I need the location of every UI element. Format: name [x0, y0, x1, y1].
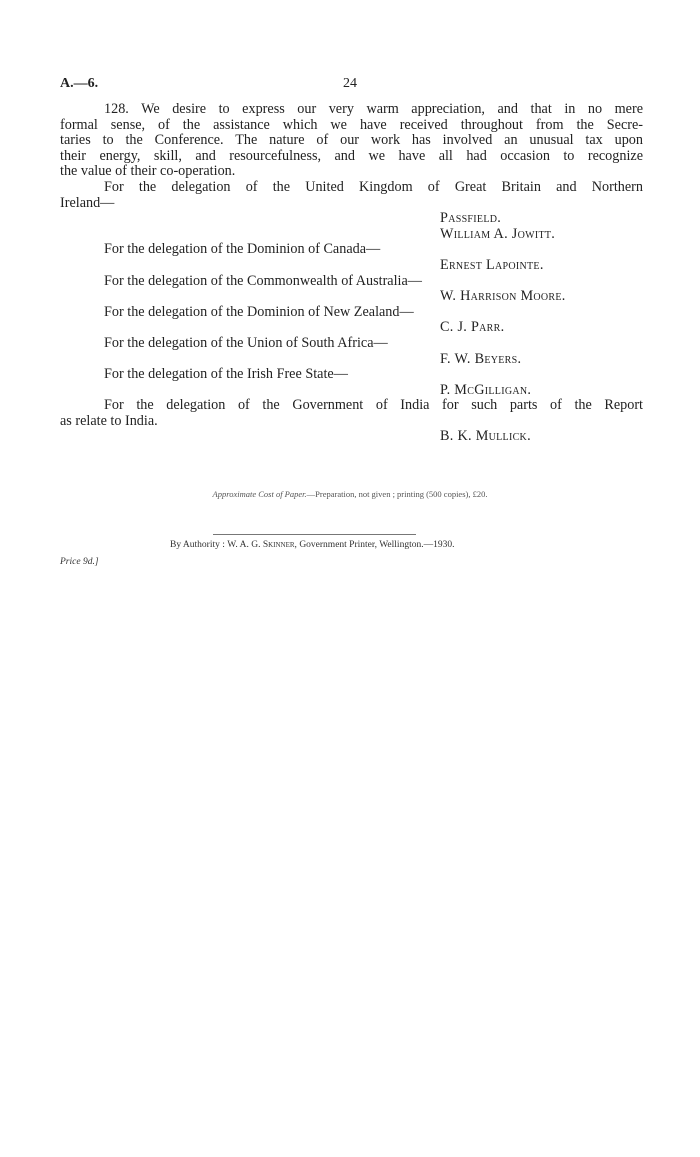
- delegation-south-africa: [60, 336, 643, 367]
- delegation-india: [60, 398, 643, 445]
- signatory: B. K. Mullick.: [440, 428, 531, 445]
- signatory: Passfield.: [440, 210, 502, 227]
- paragraph-line: their energy, skill, and resourcefulness, and we have all had occasion to recognize: [60, 147, 643, 164]
- printer-detail: Government Printer, Wellington.—1930.: [299, 540, 455, 550]
- cost-label: Approximate Cost of Paper.: [212, 489, 307, 499]
- delegation-intro: For the delegation of the United Kingdom of Great Britain and Northern: [104, 178, 643, 195]
- delegation-intro: Ireland—: [60, 194, 115, 211]
- price-label: Price 9d.]: [60, 557, 99, 567]
- cost-detail: —Preparation, not given ; printing (500 copies), £20.: [306, 489, 488, 499]
- delegation-australia: [60, 274, 643, 305]
- delegation-intro: For the delegation of the Commonwealth of Australia—: [104, 272, 422, 289]
- signatory: Ernest Lapointe.: [440, 256, 544, 273]
- signatory: William A. Jowitt.: [440, 225, 556, 242]
- authority-prefix: By Authority :: [170, 540, 225, 550]
- printer-name: W. A. G. Skinner,: [227, 540, 297, 550]
- signatory: F. W. Beyers.: [440, 350, 522, 367]
- delegation-intro: For the delegation of the Dominion of Canada—: [104, 241, 381, 258]
- delegation-canada: [60, 242, 643, 273]
- signatory: P. McGilligan.: [440, 381, 532, 398]
- paragraph-line: formal sense, of the assistance which we have received throughout from the Secre-: [60, 116, 643, 133]
- delegation-new-zealand: [60, 305, 643, 336]
- paragraph-line: 128. We desire to express our very warm appreciation, and that in no mere: [104, 101, 643, 117]
- footer-divider: [213, 534, 416, 535]
- paragraph-line: the value of their co-operation.: [60, 163, 236, 180]
- page-number: 24: [343, 76, 357, 91]
- document-body: [60, 102, 643, 445]
- appreciation-paragraph: [60, 102, 643, 180]
- cost-footnote: [0, 489, 700, 499]
- delegation-intro: For the delegation of the Government of India for such parts of the Report: [104, 397, 643, 414]
- printer-authority: [170, 540, 454, 550]
- signatory: C. J. Parr.: [440, 319, 505, 336]
- delegation-intro: For the delegation of the Irish Free State—: [104, 366, 348, 383]
- delegation-intro: as relate to India.: [60, 412, 158, 429]
- signatory: W. Harrison Moore.: [440, 288, 566, 305]
- delegation-uk: [60, 180, 643, 242]
- paragraph-line: taries to the Conference. The nature of our work has involved an unusual tax upon: [60, 132, 643, 149]
- delegation-intro: For the delegation of the Dominion of New Zealand—: [104, 303, 414, 320]
- document-reference: A.—6.: [60, 76, 99, 91]
- delegation-intro: For the delegation of the Union of South Africa—: [104, 334, 388, 351]
- delegation-irish-free-state: [60, 367, 643, 398]
